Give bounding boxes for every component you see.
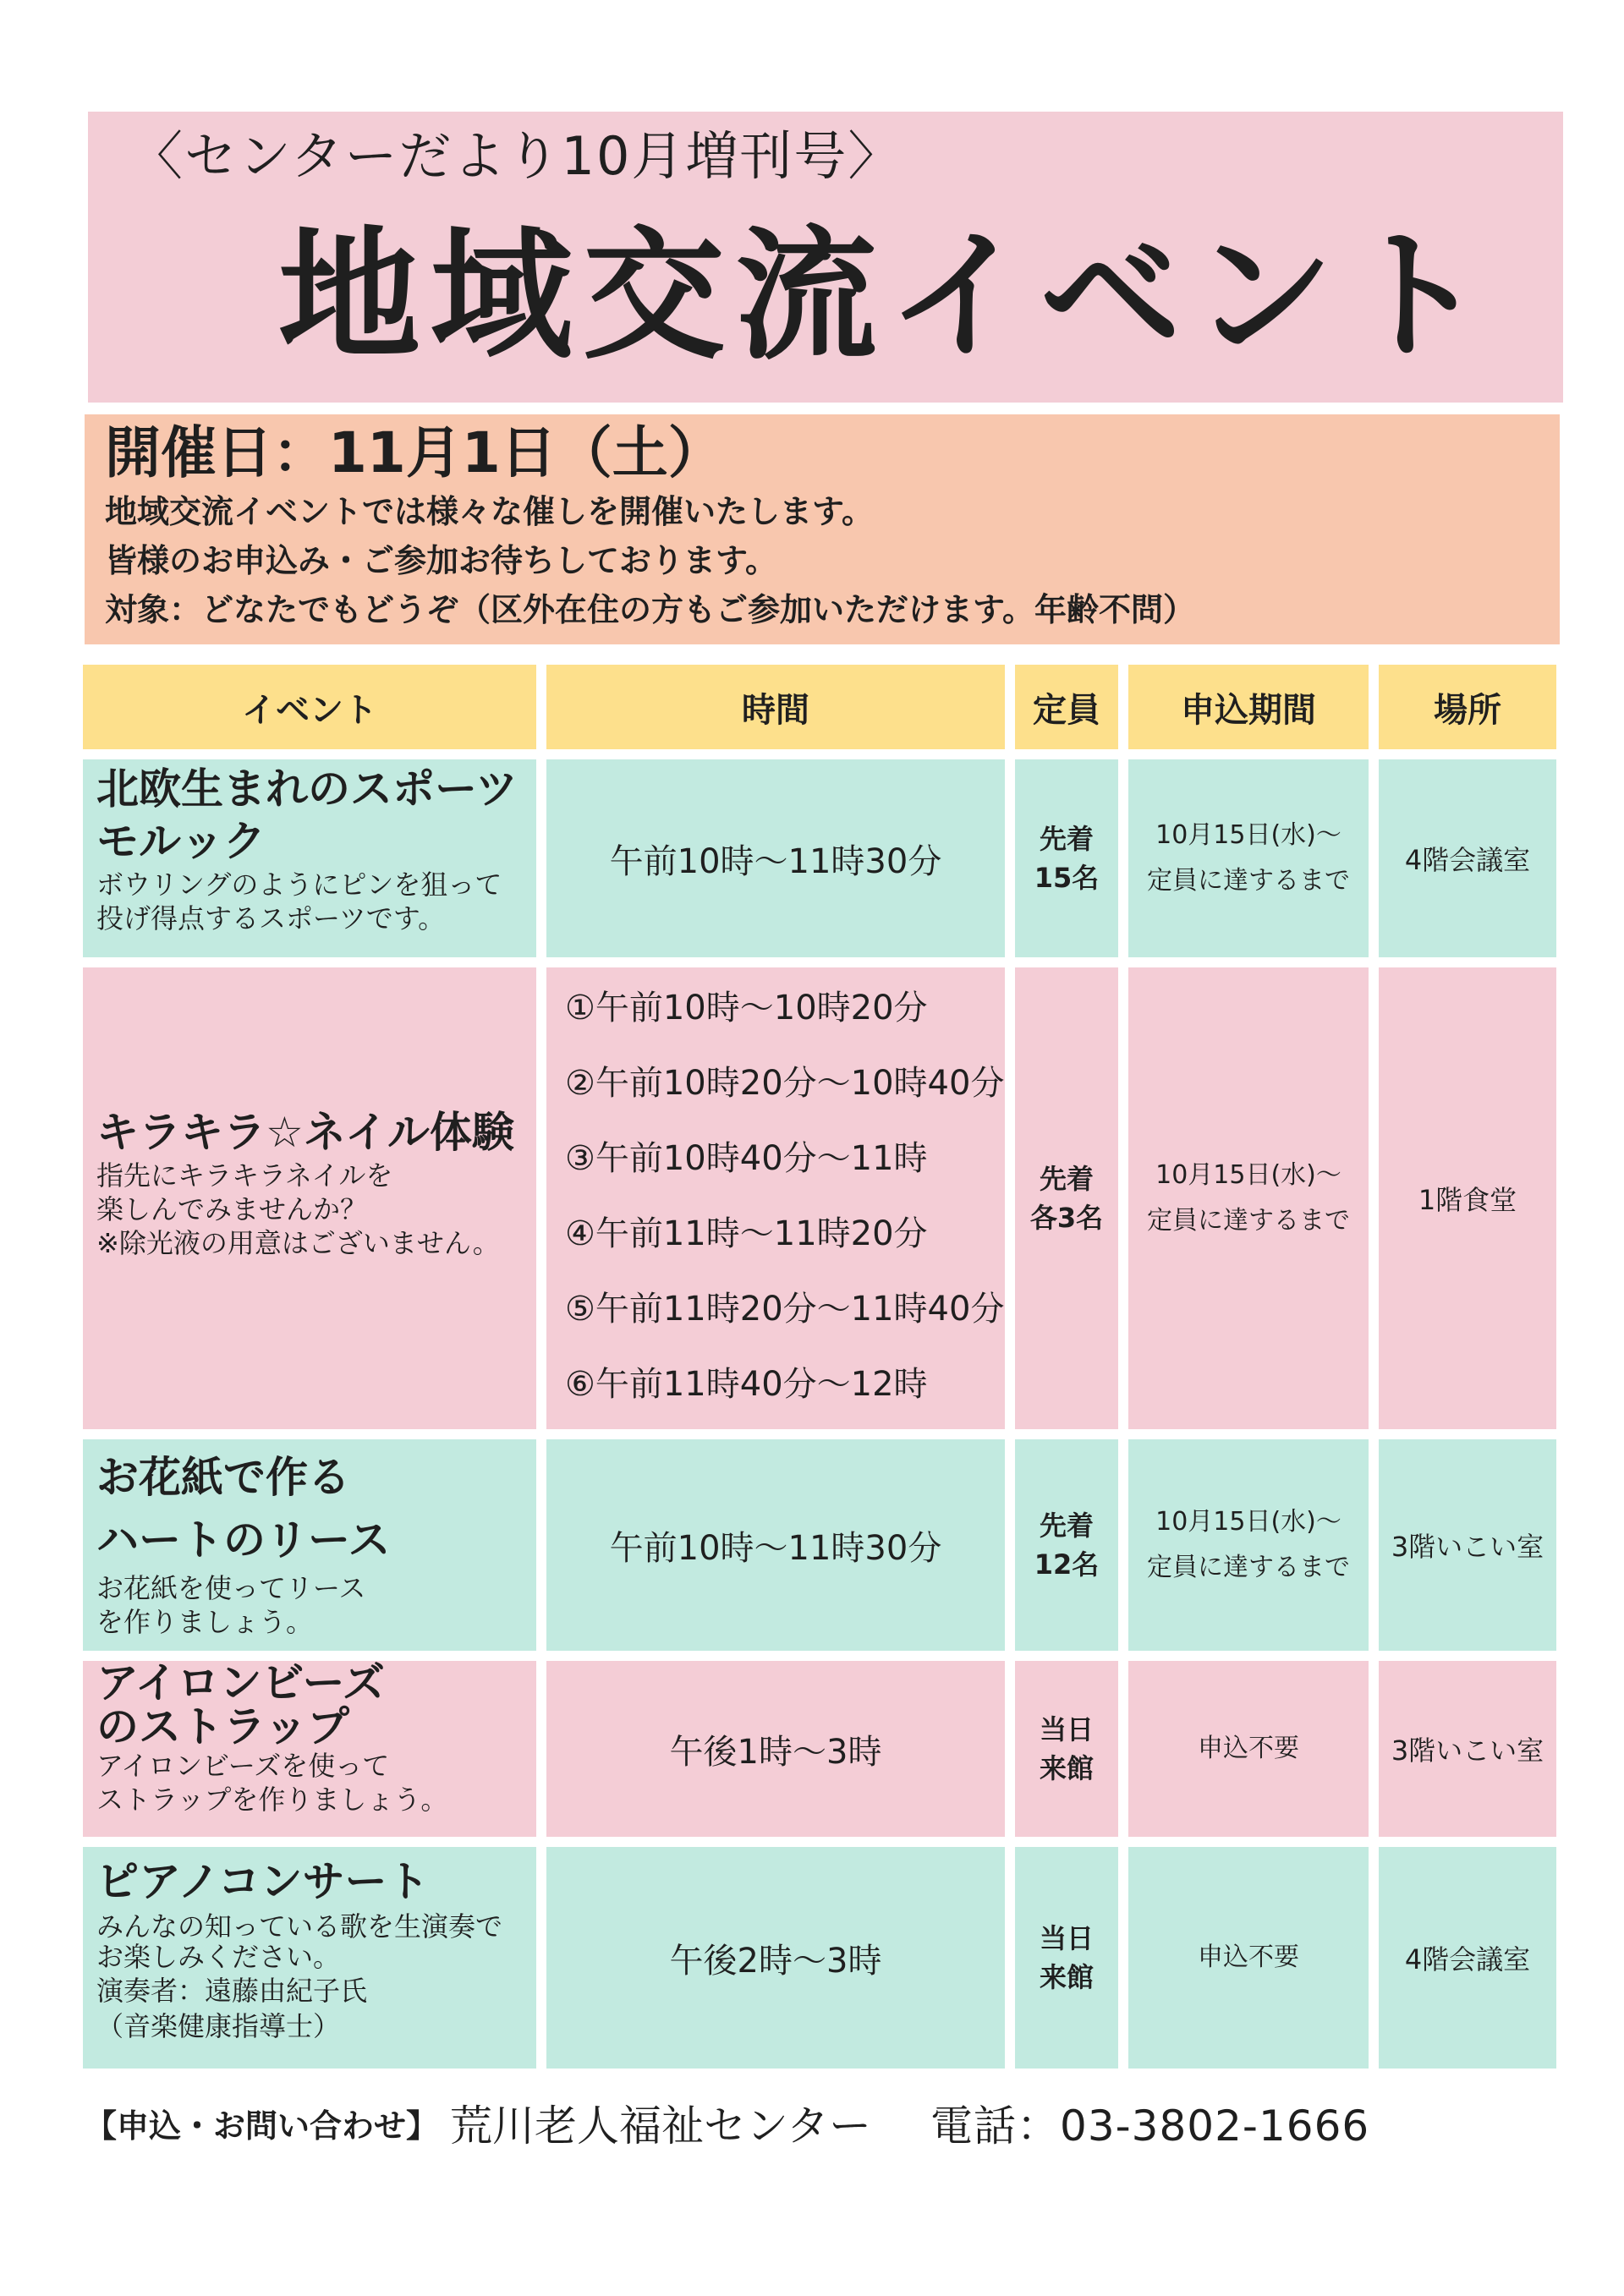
column-header-time: 時間 — [546, 665, 1005, 749]
capacity-label: 先着 — [1039, 1163, 1094, 1195]
event-title: ハートのリース — [96, 1515, 391, 1564]
event-title: のストラップ — [96, 1702, 349, 1751]
event-cell-molkky — [83, 759, 536, 957]
period-cell — [1128, 967, 1369, 1429]
event-description: ※除光液の用意はございません。 — [96, 1227, 500, 1259]
period-start: 10月15日(水)～ — [1155, 820, 1341, 850]
capacity-label: 当日 — [1039, 1713, 1094, 1745]
column-header-period: 申込期間 — [1128, 665, 1369, 749]
event-place: 4階会議室 — [1404, 844, 1531, 876]
time-cell — [546, 1439, 1005, 1651]
capacity-label: 先着 — [1039, 823, 1094, 855]
event-place: 3階いこい室 — [1391, 1734, 1544, 1767]
period-end: 定員に達するまで — [1147, 866, 1350, 896]
event-title: ピアノコンサート — [96, 1857, 430, 1906]
capacity-cell — [1015, 1439, 1118, 1651]
time-slot: ①午前10時～10時20分 — [565, 989, 928, 1027]
place-cell — [1379, 759, 1556, 957]
capacity-value: 来館 — [1039, 1752, 1094, 1784]
event-place: 3階いこい室 — [1391, 1531, 1544, 1563]
time-slot: ⑤午前11時20分～11時40分 — [565, 1290, 1005, 1329]
event-description: お楽しみください。 — [96, 1941, 341, 1973]
performer: 演奏者：遠藤由紀子氏 — [96, 1975, 368, 2007]
contact-label: 【申込・お問い合わせ】 — [85, 2107, 439, 2145]
event-description: アイロンビーズを使って — [96, 1750, 390, 1782]
issue-subtitle: 〈センターだより10月増刊号〉 — [130, 125, 903, 187]
place-cell — [1379, 1661, 1556, 1837]
column-header-event: イベント — [83, 665, 536, 749]
event-description: を作りましょう。 — [96, 1606, 314, 1638]
time-slot: ⑥午前11時40分～12時 — [565, 1365, 928, 1404]
capacity-value: 来館 — [1039, 1961, 1094, 1993]
time-slot: ②午前10時20分～10時40分 — [565, 1064, 1005, 1103]
event-time: 午後1時～3時 — [669, 1732, 882, 1772]
event-title: キラキラ☆ネイル体験 — [96, 1108, 514, 1157]
capacity-value: 各3名 — [1029, 1202, 1104, 1234]
event-cell-nail-body — [83, 967, 536, 1429]
event-info — [85, 414, 1560, 644]
time-cell — [546, 1847, 1005, 2069]
capacity-cell — [1015, 967, 1118, 1429]
event-title: モルック — [96, 817, 266, 866]
time-slot: ③午前10時40分～11時 — [565, 1139, 928, 1178]
info-line: 皆様のお申込み・ご参加お待ちしております。 — [105, 542, 777, 579]
place-cell — [1379, 1439, 1556, 1651]
capacity-cell — [1015, 1661, 1118, 1837]
event-title: 北欧生まれのスポーツ — [96, 764, 518, 814]
period-cell — [1128, 1661, 1369, 1837]
performer-title: （音楽健康指導士） — [96, 2010, 341, 2042]
contact-footer — [85, 2082, 1522, 2163]
event-date: 開催日：11月1日（土） — [105, 420, 724, 485]
event-description: 楽しんでみませんか？ — [96, 1193, 368, 1225]
period-cell — [1128, 1439, 1369, 1651]
period-cell — [1128, 1847, 1369, 2069]
period-start: 10月15日(水)～ — [1155, 1160, 1341, 1190]
capacity-label: 先着 — [1039, 1510, 1094, 1542]
header-banner — [88, 112, 1563, 403]
time-slots-cell — [546, 967, 1005, 1429]
event-cell-piano — [83, 1847, 536, 2069]
time-cell — [546, 759, 1005, 957]
event-description: 指先にキラキラネイルを — [96, 1159, 393, 1192]
capacity-cell — [1015, 759, 1118, 957]
info-line: 地域交流イベントでは様々な催しを開催いたします。 — [105, 493, 874, 530]
time-cell — [546, 1661, 1005, 1837]
event-title: アイロンビーズ — [96, 1658, 385, 1707]
event-place: 1階食堂 — [1418, 1184, 1517, 1216]
place-cell — [1379, 967, 1556, 1429]
place-cell — [1379, 1847, 1556, 2069]
event-time: 午前10時～11時30分 — [609, 1528, 942, 1568]
capacity-label: 当日 — [1039, 1922, 1094, 1954]
event-place: 4階会議室 — [1404, 1943, 1531, 1975]
column-header-place: 場所 — [1379, 665, 1556, 749]
capacity-cell — [1015, 1847, 1118, 2069]
time-slot: ④午前11時～11時20分 — [565, 1214, 928, 1253]
capacity-value: 15名 — [1034, 862, 1100, 894]
period-note: 申込不要 — [1198, 1943, 1299, 1972]
organization-name: 荒川老人福祉センター — [450, 2101, 872, 2151]
event-time: 午後2時～3時 — [669, 1941, 882, 1981]
capacity-value: 12名 — [1034, 1548, 1100, 1581]
period-start: 10月15日(水)～ — [1155, 1507, 1341, 1537]
event-time: 午前10時～11時30分 — [609, 841, 942, 881]
period-end: 定員に達するまで — [1147, 1206, 1350, 1236]
page-title: 地域交流イベント — [278, 213, 1496, 379]
period-cell — [1128, 759, 1369, 957]
event-title: お花紙で作る — [96, 1453, 350, 1502]
column-header-capacity: 定員 — [1015, 665, 1118, 749]
period-end: 定員に達するまで — [1147, 1553, 1350, 1582]
event-cell-strap — [83, 1658, 536, 1837]
period-note: 申込不要 — [1198, 1734, 1299, 1763]
target-line: 対象：どなたでもどうぞ（区外在住の方もご参加いただけます。年齢不問） — [105, 591, 1195, 628]
phone-number: 電話：03-3802-1666 — [930, 2101, 1370, 2151]
event-description: ボウリングのようにピンを狙って — [96, 869, 502, 901]
event-description: みんなの知っている歌を生演奏で — [96, 1910, 503, 1943]
event-description: ストラップを作りましょう。 — [96, 1784, 448, 1816]
event-description: 投げ得点するスポーツです。 — [96, 902, 446, 934]
event-description: お花紙を使ってリース — [96, 1572, 366, 1604]
event-cell-wreath — [83, 1439, 536, 1651]
